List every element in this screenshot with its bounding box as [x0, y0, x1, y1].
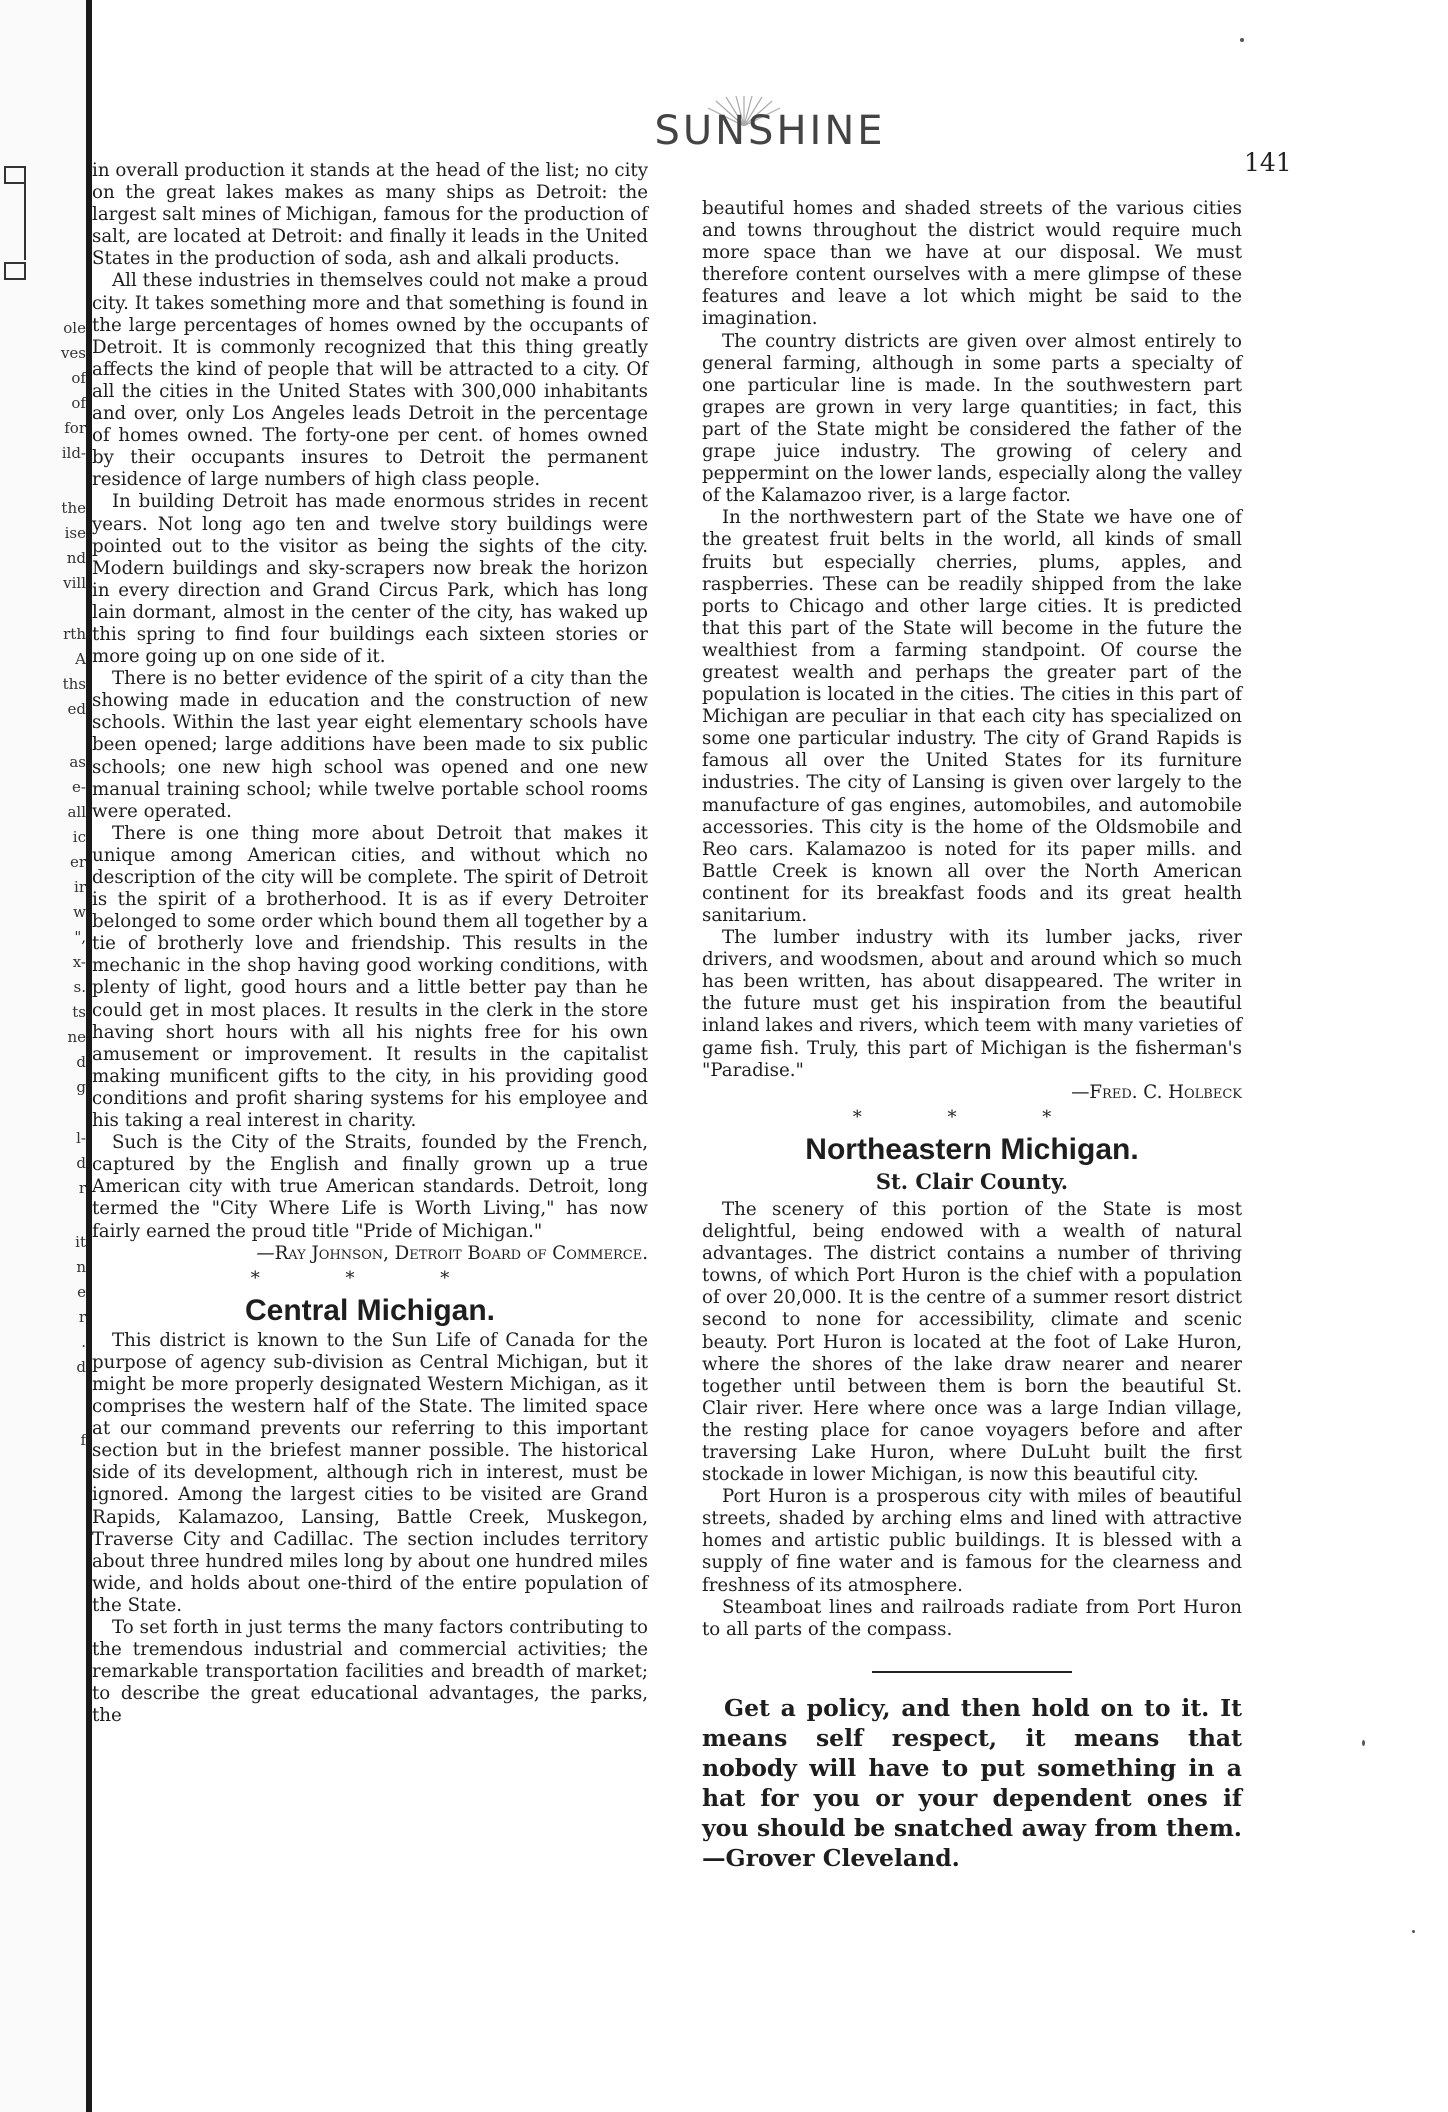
- fragment-text: ir: [74, 878, 86, 896]
- section-subheading: St. Clair County.: [875, 1168, 1069, 1194]
- section-heading: Central Michigan.: [244, 1293, 496, 1327]
- paragraph: beautiful homes and shaded streets of the various cities and towns throughout the district would require much more space than we have at our disposal. We must therefore content ourselves with a mere glimpse of these features and leave a lot which might be said to the imagination.: [702, 198, 1242, 330]
- fragment-text: of: [71, 369, 86, 387]
- scan-speck: [1240, 38, 1244, 42]
- divider-rule: [872, 1671, 1072, 1673]
- fragment-text: d: [76, 1154, 86, 1172]
- paragraph: Port Huron is a prosperous city with miles of beautiful streets, shaded by arching elms and lined with attractive homes and artistic public buildings. It is blessed with a supply of fine water and is famous for the clearness and freshness of its atmosphere.: [702, 1486, 1242, 1596]
- paragraph: The lumber industry with its lumber jacks, river drivers, and woodsmen, about and around which so much has been written, has about disappeared. The writer in the future must get his inspiration from the beautiful inland lakes and rivers, which teem with many varieties of game fish. Truly, this part of Michigan is the fisherman's "Paradise.": [702, 927, 1242, 1081]
- author-signature: —Ray Johnson, Detroit Board of Commerce.: [256, 1242, 648, 1264]
- fragment-text: e-: [72, 778, 86, 796]
- fragment-text: f: [80, 1431, 86, 1449]
- fragment-text: ole: [63, 319, 86, 337]
- paragraph: In building Detroit has made enormous strides in recent years. Not long ago ten and twelve story buildings were pointed out to the visitor as being the sights of the city. Modern buildings and sky-scrapers now break the horizon in every direction and Grand Circus Park, which has long lain dormant, almost in the center of the city, has waked up this spring to find four buildings each sixteen stories or more going up on one side of it.: [92, 491, 648, 668]
- fragment-text: ic: [72, 828, 86, 846]
- fragment-text: ild-: [61, 444, 86, 462]
- scan-speck: [1412, 1930, 1415, 1933]
- left-column: [92, 160, 648, 1727]
- fragment-text: as: [69, 753, 86, 771]
- fragment-text: n: [76, 1258, 86, 1276]
- fragment-text: .: [81, 1333, 86, 1351]
- section-heading: Northeastern Michigan.: [805, 1132, 1139, 1166]
- ornament-line: [24, 182, 26, 260]
- author-signature: —Fred. C. Holbeck: [1071, 1081, 1242, 1103]
- fragment-text: of: [71, 394, 86, 412]
- page-number: 141: [1244, 148, 1292, 177]
- fragment-text: all: [67, 803, 86, 821]
- fragment-text: ts: [72, 1003, 86, 1021]
- right-column: [702, 198, 1242, 1873]
- fragment-text: l-: [76, 1129, 86, 1147]
- paragraph: To set forth in just terms the many factors contributing to the tremendous industrial and commercial activities; the remarkable transportation facilities and breadth of market; to describe the great educational advantages, the parks, the: [92, 1617, 648, 1727]
- fragment-text: nd: [66, 549, 86, 567]
- fragment-text: ths: [62, 675, 86, 693]
- fragment-text: d: [76, 1358, 86, 1376]
- paragraph: All these industries in themselves could not make a proud city. It takes something more and that something is found in the large percentages of homes owned by the occupants of Detroit. It is commonly recognized that this thing greatly affects the kind of people that will be attracted to a city. Of all the cities in the United States with 300,000 inhabitants and over, only Los Angeles leads Detroit in the percentage of homes owned. The forty-one per cent. of homes owned by their occupants insures to Detroit the permanent residence of large numbers of high class people.: [92, 270, 648, 491]
- fragment-text: ne: [67, 1028, 86, 1046]
- paragraph: The scenery of this portion of the State is most delightful, being endowed with a wealth of natural advantages. The district contains a number of thriving towns, of which Port Huron is the chief with a population of over 20,000. It is the centre of a summer resort district second to none for accessibility, climate and scenic beauty. Port Huron is located at the foot of Lake Huron, where the shores of the lake draw nearer and nearer together until between them is born the beautiful St. Clair river. Here where once was a large Indian village, the resting place for canoe voyagers before and after traversing Lake Huron, where DuLuht built the first stockade in lower Michigan, is now this beautiful city.: [702, 1198, 1242, 1486]
- ornament-box-icon: [4, 166, 26, 184]
- paragraph: This district is known to the Sun Life of Canada for the purpose of agency sub-division as Central Michigan, but it might be more properly designated Western Michigan, as it comprises the western half of the State. The limited space at our command prevents our referring to this important section but in the briefest manner possible. The historical side of its development, although rich in interest, must be ignored. Among the largest cities to be visited are Grand Rapids, Kalamazoo, Lansing, Battle Creek, Muskegon, Traverse City and Cadillac. The section includes territory about three hundred miles long by about one hundred miles wide, and holds about one-third of the entire population of the State.: [92, 1329, 648, 1616]
- fragment-text: w: [73, 903, 86, 921]
- paragraph: Steamboat lines and railroads radiate from Port Huron to all parts of the compass.: [702, 1596, 1242, 1640]
- fragment-text: vill: [63, 574, 86, 592]
- fragment-text: x-: [72, 953, 86, 971]
- quotation-text: Get a policy, and then hold on to it. It means self respect, it means that nobody will have to put something in a hat for you or your dependent ones if you should be snatched away from them. —Grover Cleveland.: [702, 1693, 1242, 1872]
- fragment-text: it: [75, 1233, 86, 1251]
- section-divider: * * *: [250, 1267, 490, 1289]
- fragment-text: ves: [60, 344, 86, 362]
- quotation-block: [702, 1693, 1242, 1873]
- scan-speck: [1362, 1740, 1365, 1746]
- ornament-box-icon: [4, 262, 26, 280]
- paragraph: There is one thing more about Detroit that makes it unique among American cities, and without which no description of the city will be complete. The spirit of Detroit is the spirit of a brotherhood. It is as if every Detroiter belonged to some order which bound them all together by a tie of brotherly love and friendship. This results in the mechanic in the shop having good working conditions, with plenty of light, good hours and a little better pay than he could get in most places. It results in the clerk in the store having short hours with all his nights free for his own amusement or improvement. It results in the capitalist making munificent gifts to the city, in his providing good conditions and profit sharing systems for his employee and his taking a real interest in charity.: [92, 822, 648, 1132]
- fragment-text: r: [78, 1179, 86, 1197]
- fragment-text: ed: [67, 700, 86, 718]
- fragment-text: e: [77, 1283, 86, 1301]
- previous-page-edge: [0, 0, 92, 2112]
- fragment-text: the: [61, 499, 86, 517]
- magazine-page: [92, 0, 1448, 2112]
- fragment-text: er: [69, 853, 86, 871]
- fragment-text: r: [78, 1308, 86, 1326]
- paragraph: in overall production it stands at the head of the list; no city on the great lakes makes as many ships as Detroit: the largest salt mines of Michigan, famous for the production of salt, are located at Detroit: and finally it leads in the United States in the production of soda, ash and alkali products.: [92, 160, 648, 270]
- fragment-text: rth: [63, 625, 86, 643]
- paragraph: In the northwestern part of the State we have one of the greatest fruit belts in the world, all kinds of small fruits but especially cherries, plums, apples, and raspberries. These can be readily shipped from the lake ports to Chicago and other large cities. It is predicted that this part of the State will become in the future the wealthiest from a farming standpoint. Of course the greatest wealth and perhaps the greater part of the population is located in the cities. The cities in this part of Michigan are peculiar in that each city has specialized on some one particular industry. The city of Grand Rapids is famous all over the United States for its furniture industries. The city of Lansing is given over largely to the manufacture of gas engines, automobiles, and automobile accessories. This city is the home of the Oldsmobile and Reo cars. Kalamazoo is noted for its paper mills. and Battle Creek is known all over the North American continent for its breakfast foods and its great health sanitarium.: [702, 507, 1242, 926]
- paragraph: There is no better evidence of the spirit of a city than the showing made in education and the construction of new schools. Within the last year eight elementary schools have been opened; large additions have been made to six public schools; one new high school was opened and one new manual training school; while twelve portable school rooms were operated.: [92, 668, 648, 822]
- fragment-text: ",: [74, 928, 86, 946]
- masthead: SUNSHINE: [654, 108, 886, 154]
- fragment-text: s.: [73, 978, 86, 996]
- fragment-text: g: [76, 1078, 86, 1096]
- paragraph: The country districts are given over almost entirely to general farming, although in some parts a specialty of one particular line is made. In the southwestern part grapes are grown in very large quantities; in fact, this part of the State might be considered the father of the grape juice industry. The growing of celery and peppermint on the lower lands, especially along the valley of the Kalamazoo river, is a large factor.: [702, 330, 1242, 507]
- fragment-text: d: [76, 1053, 86, 1071]
- fragment-text: ise: [64, 524, 86, 542]
- section-divider: * * *: [852, 1106, 1092, 1128]
- fragment-text: A: [75, 650, 86, 668]
- fragment-text: for: [64, 419, 86, 437]
- paragraph: Such is the City of the Straits, founded by the French, captured by the English and finally grown up a true American city with true American standards. Detroit, long termed the "City Where Life is Worth Living," has now fairly earned the proud title "Pride of Michigan.": [92, 1132, 648, 1242]
